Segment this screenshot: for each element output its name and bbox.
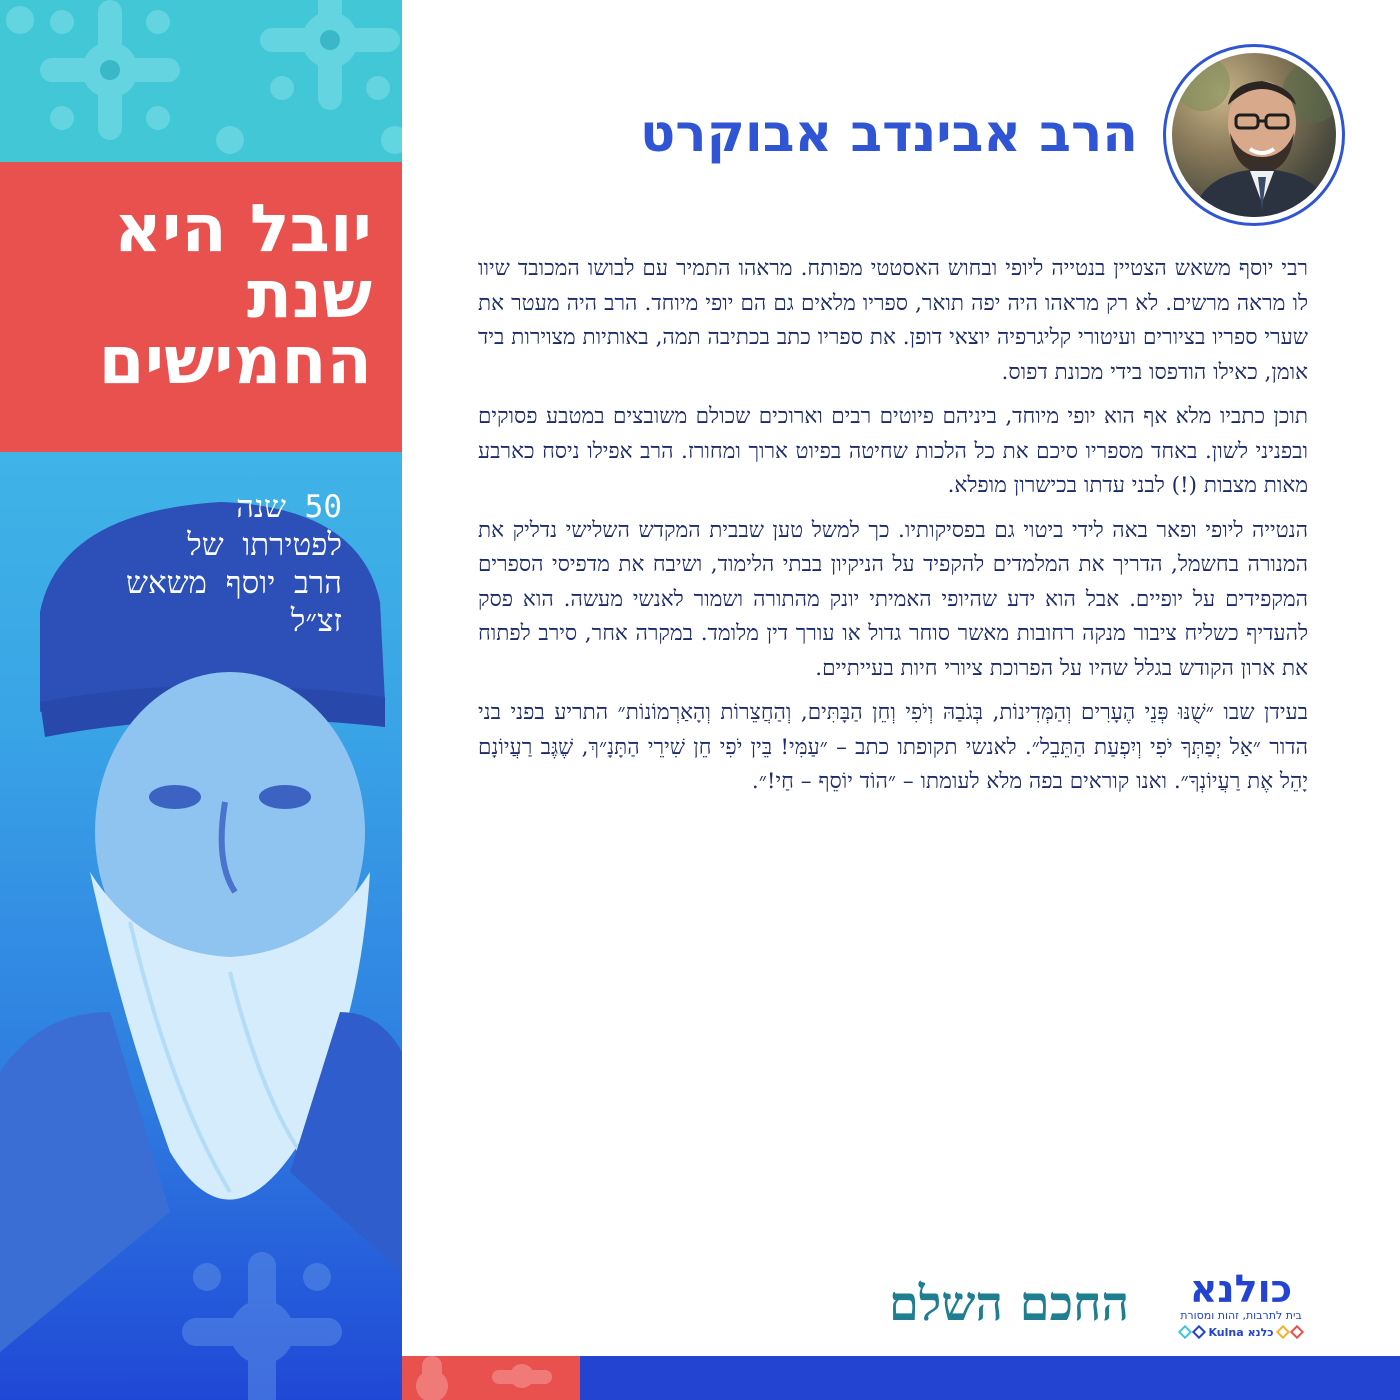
kulna-wordmark: כולנא	[1189, 1267, 1293, 1311]
headline-line: יובל היא	[113, 190, 372, 267]
left-banner	[0, 0, 402, 1400]
headline-line: שנת	[246, 256, 372, 333]
ornament-pattern-icon	[0, 0, 402, 162]
kulna-hebrew-small: כלנא	[1247, 1325, 1274, 1339]
hacham-hashalem-logo: החכם השלם	[888, 1276, 1130, 1332]
bottom-strip-blue	[580, 1356, 1400, 1400]
headline-line: החמישים	[98, 322, 372, 399]
diamond-icon	[1289, 1325, 1303, 1339]
subtitle-line: זצ״ל	[290, 603, 342, 639]
kulna-logo	[1168, 1267, 1314, 1344]
author-photo-icon	[1172, 53, 1336, 217]
subtitle-line: הרב יוסף משאש	[126, 565, 342, 601]
campaign-headline	[12, 190, 372, 399]
author-name: הרב אבינדב אבוקרט	[639, 104, 1138, 164]
anniversary-subtitle	[22, 488, 342, 640]
diamond-icon	[1192, 1325, 1206, 1339]
article-paragraph: בעידן שבו ״שֻׁנּוּ פְּנֵי הֶעָרִים וְהַמְּדִינוֹת, בְּגֹבַהּ וְיֹפִי וְחֵן הַבָּתִּים, וְהַחֲצֵרוֹת וְהָאַרְמוֹנוֹת״ התריע בפני בני הדור ״אַל יְפַתְּךָ יֹפִי וְיִפְעַת הַתֵּבֵל״. לאנשי תקופתו כתב – ״עַמִּי! בֵּין יֹפִי חֵן שִׁירֵי הַתָּנָ״ךְ, שֶׁגֶּב רַעֲיוֹנָם יָהֵל אֶת רַעֲיוֹנְךָ״. ואנו קוראים בפה מלא לעומתו – ״הוֹד יוֹסֵף – חַי!״.	[478, 700, 1308, 794]
diamond-icon	[1275, 1325, 1289, 1339]
bottom-strip-red	[402, 1356, 580, 1400]
article-body	[478, 252, 1308, 810]
kulna-tagline: בית לתרבות, זהות ומסורת	[1180, 1309, 1302, 1322]
article-paragraph: תוכן כתביו מלא אף הוא יופי מיוחד, ביניהם פיוטים רבים וארוכים שכולם משובצים במטבע פסוקים ובפניני לשון. באחד מספריו סיכם את כל הלכות שחיטה בפיוט ארוך ומחורז. הרב אפילו ניסח כארבע מאות מצבות (!) לבני עדתו בכישרון מופלא.	[478, 404, 1308, 498]
kulna-footer-row	[1168, 1324, 1314, 1340]
subtitle-line: לפטירתו של	[187, 527, 342, 563]
author-avatar	[1163, 44, 1345, 226]
diamond-icon	[1178, 1325, 1192, 1339]
ornament-pattern-icon	[402, 1356, 580, 1400]
kulna-latin-name: Kulna	[1208, 1325, 1244, 1339]
decorative-pattern-top	[0, 0, 402, 162]
subtitle-line: 50 שנה	[236, 489, 342, 525]
article-paragraph: רבי יוסף משאש הצטיין בנטייה ליופי ובחוש האסטטי מפותח. מראהו התמיר עם לבושו המכובד שיוו לו מראה מרשים. לא רק מראהו היה יפה תואר, ספריו מלאים גם הם יופי מיוחד. הרב היה מעטר את שערי ספריו בציורים ועיטורי קליגרפיה יוצאי דופן. את ספריו כתב בכתיבה תמה, באותיות מצוירות ביד אומן, כאילו הודפסו בידי מכונת דפוס.	[478, 256, 1308, 385]
article-paragraph: הנטייה ליופי ופאר באה לידי ביטוי גם בפסיקותיו. כך למשל טען שבבית המקדש השלישי נדליק את המנורה בחשמל, הדריך את המלמדים להקפיד על הניקיון בבתי הלימוד, ושיבח את מדפיסי הספרים המקפידים על יופיים. אבל הוא ידע שהיופי האמיתי יונק מהתורה ושמור לאנשי מעשה. הוא פסק להעדיף כשליח ציבור מנקה רחובות מאשר סוחר גדול או עורך דין מלומד. במקרה אחר, סירב לפתוח את ארון הקודש בגלל שהיו על הפרוכת ציורי חיות בעייתיים.	[478, 517, 1308, 681]
